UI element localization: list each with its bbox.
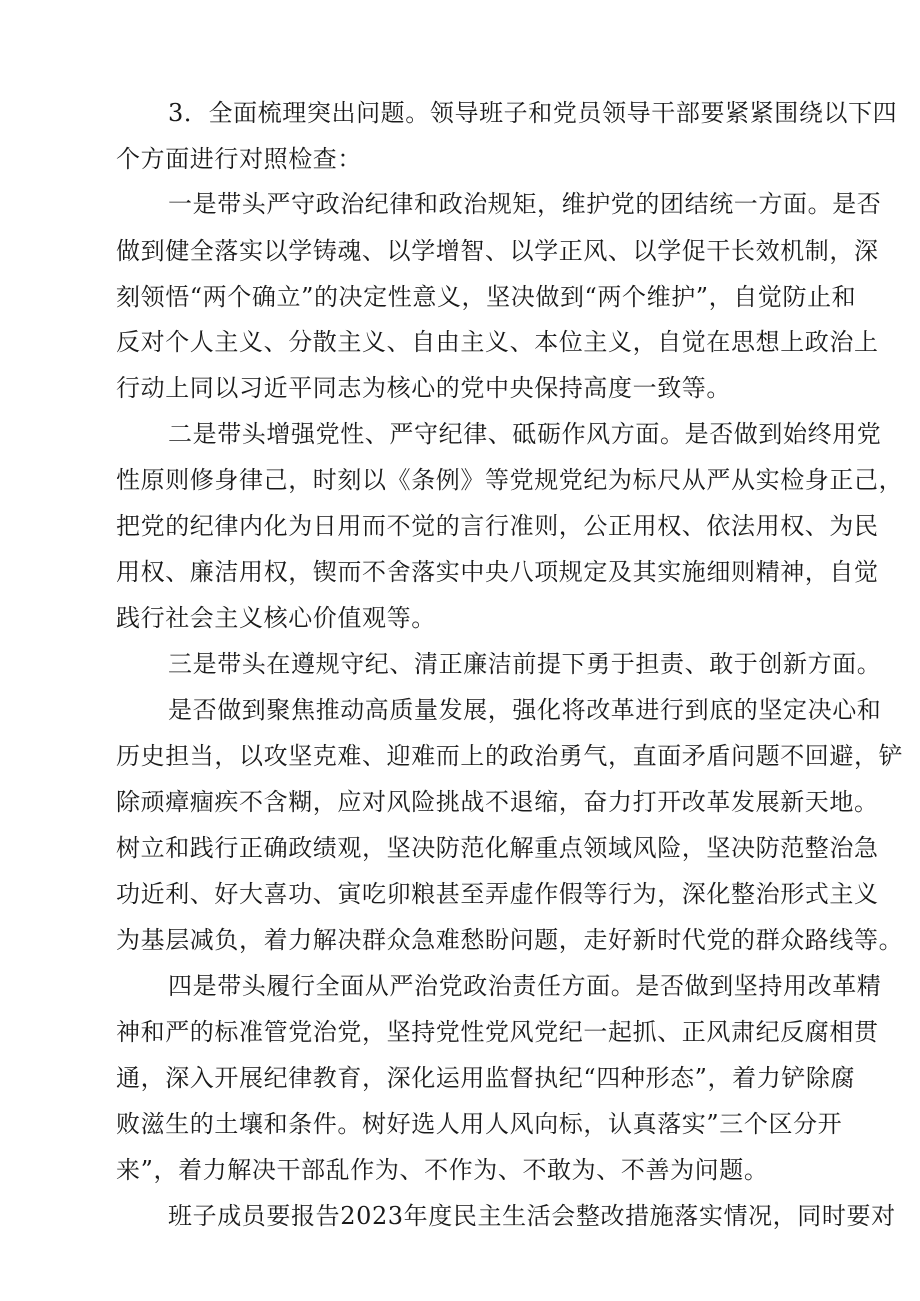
paragraph-line: 3．全面梳理突出问题。领导班子和党员领导干部要紧紧围绕以下四	[168, 99, 898, 127]
paragraph-line: 功近利、好大喜功、寅吃卯粮甚至弄虚作假等行为，深化整治形式主义	[116, 880, 879, 908]
paragraph-line: 做到健全落实以学铸魂、以学增智、以学正风、以学促干长效机制，深	[116, 237, 879, 265]
paragraph-line: 历史担当，以攻坚克难、迎难而上的政治勇气，直面矛盾问题不回避，铲	[116, 742, 904, 770]
paragraph-line: 践行社会主义核心价值观等。	[116, 604, 436, 632]
paragraph-line: 是否做到聚焦推动高质量发展，强化将改革进行到底的坚定决心和	[168, 696, 882, 724]
paragraph-line: 班子成员要报告2023年度民主生活会整改措施落实情况，同时要对	[168, 1202, 896, 1230]
paragraph-line: 神和严的标准管党治党，坚持党性党风党纪一起抓、正风肃纪反腐相贯	[116, 1018, 879, 1046]
paragraph-line: 四是带头履行全面从严治党政治责任方面。是否做到坚持用改革精	[168, 972, 882, 1000]
paragraph-line: 树立和践行正确政绩观，坚决防范化解重点领域风险，坚决防范整治急	[116, 834, 879, 862]
paragraph-line: 败滋生的土壤和条件。树好选人用人风向标，认真落实”三个区分开	[116, 1110, 843, 1138]
paragraph-line: 反对个人主义、分散主义、自由主义、本位主义，自觉在思想上政治上	[116, 328, 879, 356]
paragraph-line: 用权、廉洁用权，锲而不舍落实中央八项规定及其实施细则精神，自觉	[116, 558, 879, 586]
paragraph-line: 除顽瘴痼疾不含糊，应对风险挑战不退缩，奋力打开改革发展新天地。	[116, 788, 879, 816]
paragraph-line: 行动上同以习近平同志为核心的党中央保持高度一致等。	[116, 374, 731, 402]
paragraph-line: 为基层减负，着力解决群众急难愁盼问题，走好新时代党的群众路线等。	[116, 926, 904, 954]
paragraph-line: 刻领悟“两个确立”的决定性意义，坚决做到“两个维护”，自觉防止和	[116, 283, 857, 311]
paragraph-line: 个方面进行对照检查：	[116, 145, 362, 173]
paragraph-line: 性原则修身律己，时刻以《条例》等党规党纪为标尺从严从实检身正己，	[116, 466, 904, 494]
paragraph-line: 二是带头增强党性、严守纪律、砥砺作风方面。是否做到始终用党	[168, 420, 882, 448]
paragraph-line: 通，深入开展纪律教育，深化运用监督执纪“四种形态”，着力铲除腐	[116, 1064, 856, 1092]
paragraph-line: 三是带头在遵规守纪、清正廉洁前提下勇于担责、敢于创新方面。	[168, 650, 882, 678]
paragraph-line: 来”，着力解决干部乱作为、不作为、不敢为、不善为问题。	[116, 1156, 769, 1184]
paragraph-line: 把党的纪律内化为日用而不觉的言行准则，公正用权、依法用权、为民	[116, 512, 879, 540]
paragraph-line: 一是带头严守政治纪律和政治规矩，维护党的团结统一方面。是否	[168, 190, 882, 218]
